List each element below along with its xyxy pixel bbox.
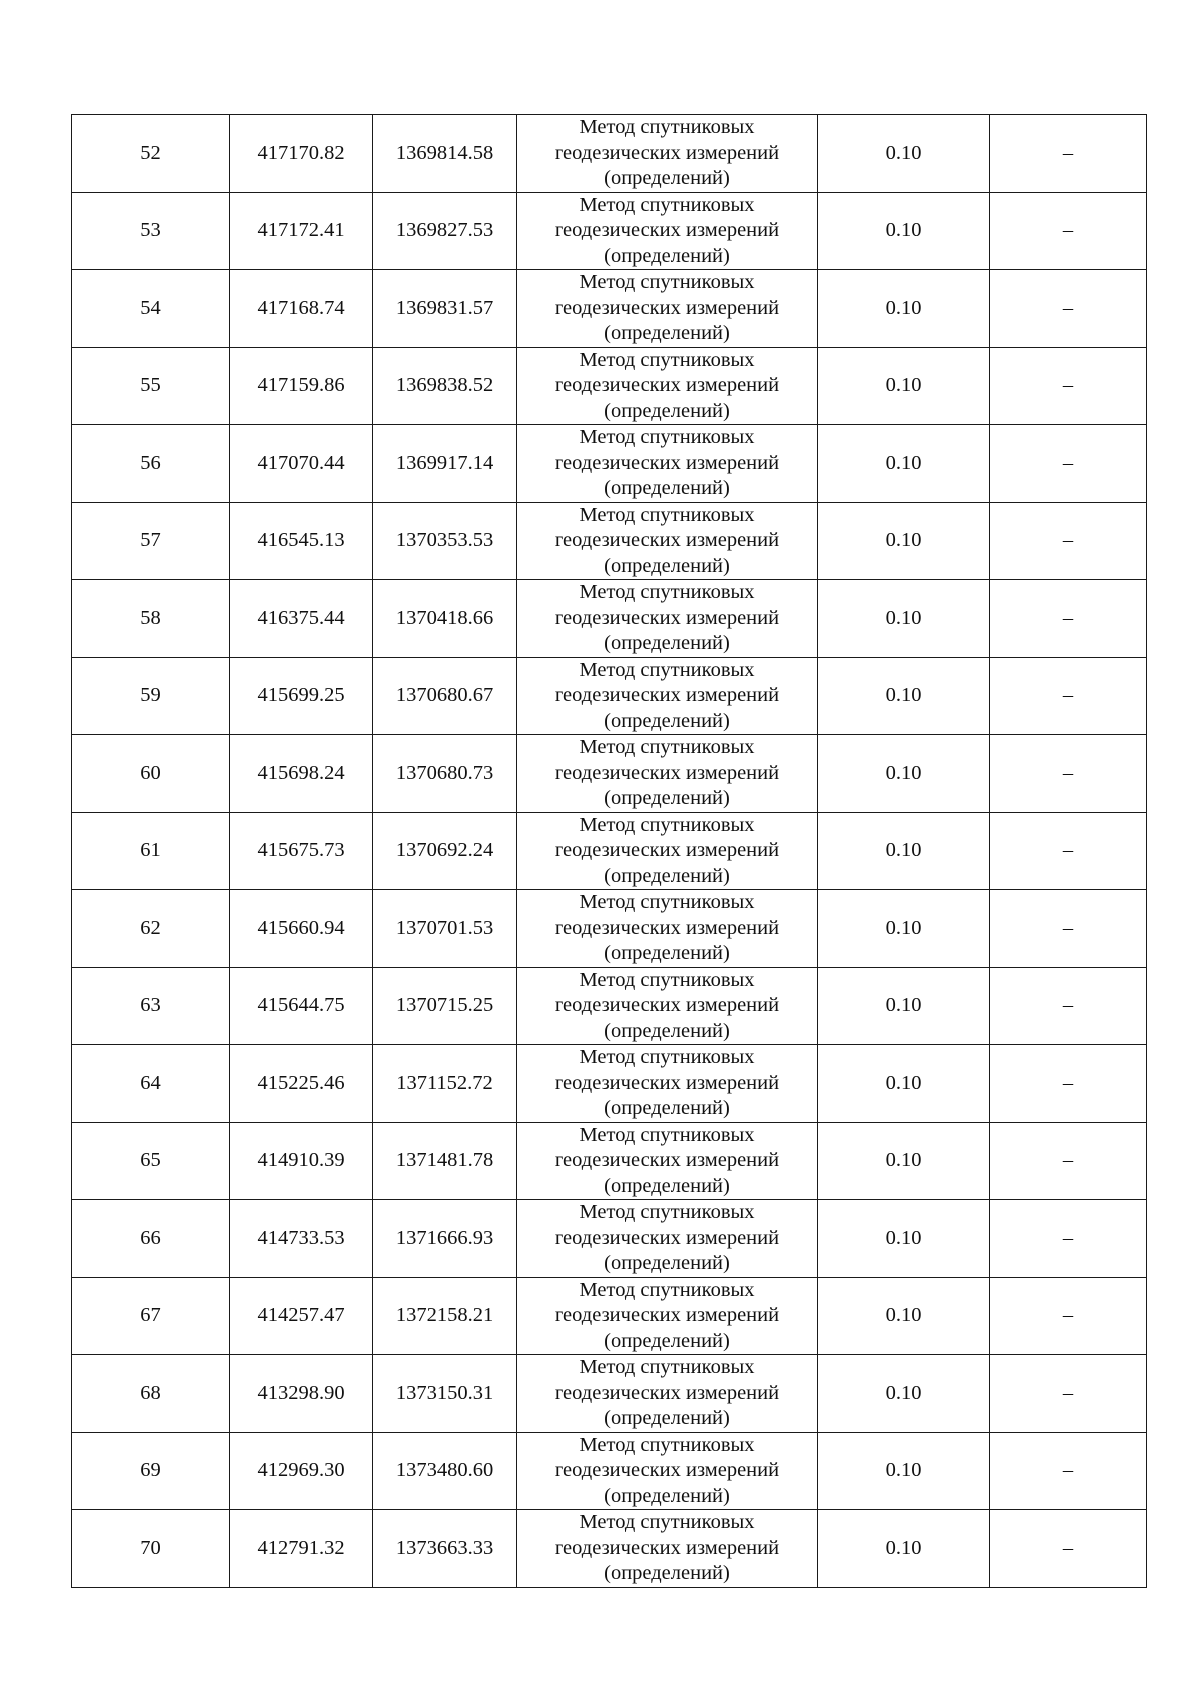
accuracy-cell: 0.10: [818, 1510, 990, 1588]
table-row: [72, 425, 1147, 503]
method-line: Метод спутниковых: [579, 426, 755, 448]
x-coordinate-cell: 414257.47: [230, 1277, 373, 1355]
table-row: [72, 657, 1147, 735]
table-row: [72, 735, 1147, 813]
table-row: [72, 967, 1147, 1045]
method-cell: [517, 1122, 818, 1200]
note-cell: –: [990, 580, 1147, 658]
method-line: геодезических измерений: [554, 1071, 780, 1094]
x-coordinate-cell: 415225.46: [230, 1045, 373, 1123]
method-cell: [517, 967, 818, 1045]
y-coordinate-cell: 1370680.67: [373, 657, 517, 735]
method-line: Метод спутниковых: [579, 1046, 755, 1068]
method-line: (определений): [604, 1484, 730, 1507]
y-coordinate-cell: 1369827.53: [373, 192, 517, 270]
table-row: [72, 502, 1147, 580]
note-cell: –: [990, 425, 1147, 503]
x-coordinate-cell: 412969.30: [230, 1432, 373, 1510]
method-line: Метод спутниковых: [579, 1278, 755, 1301]
method-cell: [517, 657, 818, 735]
note-cell: –: [990, 1277, 1147, 1355]
point-number-cell: 53: [72, 192, 230, 270]
method-line: Метод спутниковых: [579, 503, 755, 526]
x-coordinate-cell: 412791.32: [230, 1510, 373, 1588]
method-line: геодезических измерений: [554, 219, 780, 241]
accuracy-cell: 0.10: [818, 1432, 990, 1510]
method-cell: [517, 1045, 818, 1123]
x-coordinate-cell: 415699.25: [230, 657, 373, 735]
method-line: Метод спутниковых: [579, 736, 755, 758]
table-row: [72, 270, 1147, 348]
y-coordinate-cell: 1369917.14: [373, 425, 517, 503]
method-line: геодезических измерений: [554, 1304, 780, 1326]
method-line: Метод спутниковых: [579, 116, 755, 138]
note-cell: –: [990, 812, 1147, 890]
point-number-cell: 69: [72, 1432, 230, 1510]
method-cell: [517, 890, 818, 968]
table-row: [72, 1200, 1147, 1278]
accuracy-cell: 0.10: [818, 1277, 990, 1355]
method-line: Метод спутниковых: [579, 1123, 755, 1146]
accuracy-cell: 0.10: [818, 1122, 990, 1200]
note-cell: –: [990, 1200, 1147, 1278]
method-line: Метод спутниковых: [579, 1201, 755, 1223]
table-row: [72, 812, 1147, 890]
point-number-cell: 64: [72, 1045, 230, 1123]
x-coordinate-cell: 415644.75: [230, 967, 373, 1045]
method-line: Метод спутниковых: [579, 658, 755, 681]
point-number-cell: 60: [72, 735, 230, 813]
note-cell: –: [990, 967, 1147, 1045]
table-row: [72, 1510, 1147, 1588]
note-cell: –: [990, 735, 1147, 813]
method-cell: [517, 1355, 818, 1433]
method-line: геодезических измерений: [554, 684, 780, 706]
note-cell: –: [990, 1432, 1147, 1510]
point-number-cell: 68: [72, 1355, 230, 1433]
x-coordinate-cell: 417170.82: [230, 115, 373, 193]
method-line: геодезических измерений: [554, 1536, 780, 1559]
method-line: Метод спутниковых: [579, 1356, 755, 1378]
method-line: геодезических измерений: [554, 296, 780, 319]
point-number-cell: 56: [72, 425, 230, 503]
table-row: [72, 580, 1147, 658]
method-line: Метод спутниковых: [579, 271, 755, 293]
note-cell: –: [990, 270, 1147, 348]
method-line: (определений): [604, 864, 730, 887]
method-line: геодезических измерений: [554, 451, 780, 474]
y-coordinate-cell: 1372158.21: [373, 1277, 517, 1355]
accuracy-cell: 0.10: [818, 1200, 990, 1278]
method-line: (определений): [604, 167, 730, 189]
y-coordinate-cell: 1369831.57: [373, 270, 517, 348]
accuracy-cell: 0.10: [818, 812, 990, 890]
y-coordinate-cell: 1373480.60: [373, 1432, 517, 1510]
method-line: (определений): [604, 1407, 730, 1429]
method-cell: [517, 192, 818, 270]
note-cell: –: [990, 115, 1147, 193]
method-cell: [517, 1432, 818, 1510]
point-number-cell: 66: [72, 1200, 230, 1278]
x-coordinate-cell: 416375.44: [230, 580, 373, 658]
method-line: (определений): [604, 554, 730, 577]
table-row: [72, 192, 1147, 270]
y-coordinate-cell: 1373663.33: [373, 1510, 517, 1588]
x-coordinate-cell: 417159.86: [230, 347, 373, 425]
method-line: геодезических измерений: [554, 529, 780, 551]
method-line: Метод спутниковых: [579, 968, 755, 991]
y-coordinate-cell: 1371666.93: [373, 1200, 517, 1278]
method-cell: [517, 812, 818, 890]
accuracy-cell: 0.10: [818, 657, 990, 735]
x-coordinate-cell: 416545.13: [230, 502, 373, 580]
note-cell: –: [990, 1355, 1147, 1433]
method-cell: [517, 735, 818, 813]
method-line: (определений): [604, 709, 730, 732]
note-cell: –: [990, 1510, 1147, 1588]
y-coordinate-cell: 1370680.73: [373, 735, 517, 813]
method-line: (определений): [604, 477, 730, 499]
y-coordinate-cell: 1373150.31: [373, 1355, 517, 1433]
note-cell: –: [990, 1122, 1147, 1200]
accuracy-cell: 0.10: [818, 502, 990, 580]
point-number-cell: 70: [72, 1510, 230, 1588]
table-row: [72, 1355, 1147, 1433]
note-cell: –: [990, 890, 1147, 968]
table-row: [72, 115, 1147, 193]
table-row: [72, 1045, 1147, 1123]
coordinates-table-body: [72, 115, 1147, 1588]
method-line: геодезических измерений: [554, 994, 780, 1016]
x-coordinate-cell: 414733.53: [230, 1200, 373, 1278]
x-coordinate-cell: 415698.24: [230, 735, 373, 813]
y-coordinate-cell: 1370715.25: [373, 967, 517, 1045]
accuracy-cell: 0.10: [818, 192, 990, 270]
method-line: (определений): [604, 942, 730, 964]
method-cell: [517, 425, 818, 503]
table-row: [72, 1277, 1147, 1355]
note-cell: –: [990, 1045, 1147, 1123]
method-line: (определений): [604, 787, 730, 809]
point-number-cell: 67: [72, 1277, 230, 1355]
x-coordinate-cell: 417070.44: [230, 425, 373, 503]
table-row: [72, 1432, 1147, 1510]
y-coordinate-cell: 1370701.53: [373, 890, 517, 968]
method-line: (определений): [604, 1562, 730, 1584]
y-coordinate-cell: 1369814.58: [373, 115, 517, 193]
method-cell: [517, 1510, 818, 1588]
method-line: (определений): [604, 1329, 730, 1352]
x-coordinate-cell: 413298.90: [230, 1355, 373, 1433]
method-line: геодезических измерений: [554, 916, 780, 939]
y-coordinate-cell: 1370692.24: [373, 812, 517, 890]
method-line: Метод спутниковых: [579, 193, 755, 216]
accuracy-cell: 0.10: [818, 1045, 990, 1123]
method-line: (определений): [604, 1174, 730, 1197]
method-line: геодезических измерений: [554, 141, 780, 164]
y-coordinate-cell: 1370353.53: [373, 502, 517, 580]
method-line: (определений): [604, 244, 730, 267]
method-line: Метод спутниковых: [579, 348, 755, 371]
method-line: (определений): [604, 632, 730, 654]
y-coordinate-cell: 1371481.78: [373, 1122, 517, 1200]
method-cell: [517, 580, 818, 658]
accuracy-cell: 0.10: [818, 347, 990, 425]
method-line: геодезических измерений: [554, 839, 780, 861]
accuracy-cell: 0.10: [818, 425, 990, 503]
y-coordinate-cell: 1370418.66: [373, 580, 517, 658]
method-line: геодезических измерений: [554, 761, 780, 784]
coordinates-table: [71, 114, 1147, 1588]
point-number-cell: 61: [72, 812, 230, 890]
accuracy-cell: 0.10: [818, 115, 990, 193]
point-number-cell: 63: [72, 967, 230, 1045]
method-line: геодезических измерений: [554, 1381, 780, 1404]
method-cell: [517, 347, 818, 425]
method-cell: [517, 115, 818, 193]
point-number-cell: 65: [72, 1122, 230, 1200]
method-cell: [517, 1200, 818, 1278]
method-line: геодезических измерений: [554, 1459, 780, 1481]
point-number-cell: 52: [72, 115, 230, 193]
accuracy-cell: 0.10: [818, 270, 990, 348]
accuracy-cell: 0.10: [818, 967, 990, 1045]
y-coordinate-cell: 1371152.72: [373, 1045, 517, 1123]
table-row: [72, 347, 1147, 425]
point-number-cell: 62: [72, 890, 230, 968]
method-line: Метод спутниковых: [579, 581, 755, 603]
accuracy-cell: 0.10: [818, 580, 990, 658]
accuracy-cell: 0.10: [818, 1355, 990, 1433]
x-coordinate-cell: 415675.73: [230, 812, 373, 890]
x-coordinate-cell: 417172.41: [230, 192, 373, 270]
method-line: Метод спутниковых: [579, 891, 755, 913]
method-line: Метод спутниковых: [579, 1433, 755, 1456]
table-row: [72, 890, 1147, 968]
method-line: (определений): [604, 1252, 730, 1274]
method-line: (определений): [604, 322, 730, 344]
point-number-cell: 55: [72, 347, 230, 425]
note-cell: –: [990, 347, 1147, 425]
method-line: геодезических измерений: [554, 374, 780, 396]
accuracy-cell: 0.10: [818, 890, 990, 968]
point-number-cell: 58: [72, 580, 230, 658]
point-number-cell: 57: [72, 502, 230, 580]
method-cell: [517, 502, 818, 580]
table-row: [72, 1122, 1147, 1200]
x-coordinate-cell: 415660.94: [230, 890, 373, 968]
point-number-cell: 54: [72, 270, 230, 348]
x-coordinate-cell: 417168.74: [230, 270, 373, 348]
note-cell: –: [990, 192, 1147, 270]
method-line: Метод спутниковых: [579, 813, 755, 836]
method-line: (определений): [604, 1097, 730, 1119]
x-coordinate-cell: 414910.39: [230, 1122, 373, 1200]
y-coordinate-cell: 1369838.52: [373, 347, 517, 425]
method-line: геодезических измерений: [554, 606, 780, 629]
point-number-cell: 59: [72, 657, 230, 735]
note-cell: –: [990, 657, 1147, 735]
method-line: геодезических измерений: [554, 1149, 780, 1171]
note-cell: –: [990, 502, 1147, 580]
accuracy-cell: 0.10: [818, 735, 990, 813]
method-line: (определений): [604, 1019, 730, 1042]
method-line: (определений): [604, 399, 730, 422]
method-cell: [517, 270, 818, 348]
method-line: Метод спутниковых: [579, 1511, 755, 1533]
method-line: геодезических измерений: [554, 1226, 780, 1249]
method-cell: [517, 1277, 818, 1355]
